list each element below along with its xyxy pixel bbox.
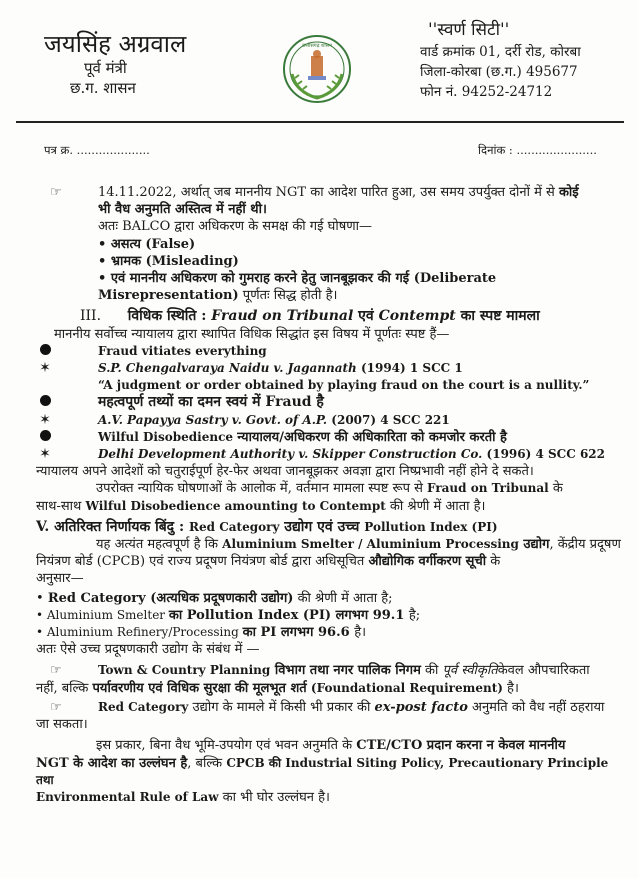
phone-number: फोन नं. 94252-24712: [420, 84, 553, 100]
text: • Aluminium Smelter: [36, 607, 169, 622]
pushpin-icon: ✶: [39, 360, 51, 377]
text: Wilful Disobedience amounting to Contempt: [85, 498, 386, 513]
text: की: [420, 663, 443, 679]
text: 96.6: [313, 625, 355, 641]
text: Fraud on Tribunal: [427, 481, 549, 496]
section-3-heading: [36, 308, 626, 325]
quote: “A judgment or order obtained by playing fraud on the court is a nullity.”: [98, 378, 590, 393]
text: यह अत्यंत महत्वपूर्ण है कि: [96, 537, 223, 553]
pointing-hand-icon: ☞: [50, 185, 62, 200]
text: अतः ऐसे उच्च प्रदूषणकारी उद्योग के संबंध में —: [36, 642, 260, 658]
pushpin-icon: ✶: [39, 446, 51, 463]
text: पूर्व स्वीकृति: [442, 663, 498, 679]
text: •: [36, 590, 48, 606]
text: , बल्कि: [187, 755, 227, 771]
text: नहीं, बल्कि: [36, 680, 93, 696]
text: V. अतिरिक्त निर्णायक बिंदु :: [36, 518, 190, 535]
case-6: [36, 446, 626, 463]
text: Aluminium Smelter / Aluminium Processing: [222, 537, 519, 552]
text: विधिक स्थिति :: [127, 308, 212, 325]
text: न्यायालय/अधिकरण की अधिकारिता को कमजोर करती है: [237, 429, 507, 445]
address-line2: जिला-कोरबा (छ.ग.) 495677: [420, 64, 578, 80]
text: पूर्णतः सिद्ध होती है।: [238, 288, 338, 304]
text: • Aluminium Refinery/Processing: [36, 625, 243, 640]
text: औद्योगिक वर्गीकरण सूची: [368, 554, 487, 570]
point-e1: [36, 662, 626, 696]
address-title: ''स्वर्ण सिटी'': [428, 20, 510, 40]
text: Red Category: [98, 699, 189, 714]
bullet-item: • असत्य (False): [98, 236, 196, 252]
text: • एवं माननीय अधिकरण को गुमराह करने हेतु जानबूझकर की गई: [98, 271, 414, 287]
text: S.P. Chengalvaraya Naidu v. Jagannath: [98, 361, 357, 376]
text: के: [548, 481, 563, 497]
text: पर्यावरणीय एवं विधिक सुरक्षा की मूलभूत शर्त: [92, 680, 307, 696]
text: (Deliberate: [413, 271, 497, 287]
text: CTE/CTO प्रदान करना न केवल माननीय: [356, 738, 566, 754]
text: का भी घोर उल्लंघन है।: [218, 789, 330, 805]
text: की श्रेणी में आता है;: [293, 590, 393, 606]
text: अनुसार—: [36, 571, 84, 587]
case-3: [36, 394, 626, 411]
text: CPCB की Industrial Siting Policy, Precautionary Principle तथा: [36, 755, 609, 787]
text: की श्रेणी में आता है।: [385, 498, 486, 514]
text: नियंत्रण बोर्ड (CPCB) एवं राज्य प्रदूषण नियंत्रण बोर्ड द्वारा अधिसूचित: [36, 554, 369, 570]
text: का स्पष्ट मामला: [455, 308, 540, 325]
text: Pollution Index (PI): [364, 519, 498, 534]
seal-text: छत्तीसगढ़ शासन: [302, 43, 332, 49]
text: Fraud vitiates everything: [98, 343, 267, 358]
text: का PI लगभग: [242, 625, 314, 641]
government-seal-icon: [282, 34, 352, 104]
pointing-hand-icon: ☞: [50, 699, 62, 715]
text: 99.1: [368, 607, 409, 623]
text: (2007) 4 SCC 221: [327, 412, 450, 427]
paragraph: न्यायालय अपने आदेशों को चतुराईपूर्ण हेर-फेर अथवा जानबूझकर अवज्ञा द्वारा निष्प्रभावी नहीं होने दे सकते।: [36, 464, 534, 480]
section-number: III.: [80, 308, 102, 325]
letterhead-left: [44, 30, 244, 98]
text: (1994) 1 SCC 1: [356, 361, 463, 376]
letterhead-govt: छ.ग. शासन: [70, 79, 136, 97]
text: भी वैध अनुमति अस्तित्व में नहीं थी।: [98, 202, 267, 218]
bullet-item: • भ्रामक (Misleading): [98, 253, 239, 269]
text: Contempt: [378, 308, 456, 325]
text: (1996) 4 SCC 622: [482, 447, 605, 462]
text: एवं: [353, 308, 379, 325]
case-5: [36, 429, 626, 446]
text: NGT के आदेश का उल्लंघन है: [36, 755, 188, 771]
text: Town & Country Planning: [98, 663, 271, 678]
letterhead-right: [420, 18, 630, 102]
text: महत्वपूर्ण तथ्यों का दमन स्वयं में Fraud है: [98, 394, 324, 411]
text: है;: [408, 607, 421, 623]
letter-number: पत्र क्र. ....................: [44, 143, 150, 157]
header-divider: [16, 121, 624, 123]
text: (Foundational Requirement): [306, 680, 503, 695]
text: इस प्रकार, बिना वैध भूमि-उपयोग एवं भवन अनुमति के: [96, 738, 357, 754]
bullet-dot-icon: [36, 429, 54, 446]
pointing-hand-icon: ☞: [50, 663, 62, 679]
case-2: [36, 360, 626, 394]
text: केवल औपचारिकता: [497, 663, 590, 679]
letter-body: [36, 184, 626, 806]
text: उपरोक्त न्यायिक घोषणाओं के आलोक में, वर्तमान मामला स्पष्ट रूप से: [96, 481, 428, 497]
case-4: [36, 412, 626, 429]
letter-date: दिनांक : ......................: [478, 143, 597, 157]
text: जा सकता।: [36, 717, 88, 733]
text: उद्योग एवं उच्च: [279, 518, 365, 535]
text: Red Category (अत्यधिक प्रदूषणकारी उद्योग): [47, 590, 294, 606]
section-3-intro: माननीय सर्वोच्च न्यायालय द्वारा स्थापित विधिक सिद्धांत इस विषय में पूर्णतः स्पष्ट हैं—: [54, 326, 450, 342]
text: Misrepresentation): [98, 288, 239, 304]
text: साथ-साथ: [36, 498, 86, 514]
point-e2: [36, 699, 626, 733]
text: है।: [354, 625, 367, 641]
text: Environmental Rule of Law: [36, 789, 219, 804]
text: अनुमति को वैध नहीं ठहराया: [467, 699, 605, 715]
bullet-dot-icon: [36, 343, 54, 360]
text: Wilful Disobedience: [98, 429, 238, 444]
text: ex-post facto: [374, 699, 468, 715]
text: उद्योग: [518, 537, 550, 553]
text: Fraud on Tribunal: [211, 308, 354, 325]
bullet-dot-icon: [36, 394, 54, 411]
text: कोई: [558, 185, 579, 200]
text: विभाग तथा नगर पालिक निगम: [270, 663, 421, 679]
address-line1: वार्ड क्रमांक 01, दर्री रोड, कोरबा: [420, 44, 581, 60]
letterhead-designation: पूर्व मंत्री: [84, 59, 127, 77]
text: अतः BALCO द्वारा अधिकरण के समक्ष की गई घोषणा—: [98, 219, 372, 235]
pushpin-icon: ✶: [39, 411, 51, 428]
text: A.V. Papayya Sastry v. Govt. of A.P.: [98, 412, 328, 427]
text: है।: [502, 680, 519, 696]
text: Red Category: [189, 519, 280, 534]
text: के: [486, 554, 501, 570]
text: Delhi Development Authority v. Skipper Construction Co.: [98, 447, 483, 462]
text: का Pollution Index (PI) लगभग: [168, 607, 369, 623]
section-5-heading: [36, 519, 626, 536]
text: 14.11.2022, अर्थात् जब माननीय NGT का आदेश पारित हुआ, उस समय उपर्युक्त दोनों में से: [98, 185, 559, 200]
letterhead-name: जयसिंह अग्रवाल: [44, 30, 187, 58]
text: उद्योग के मामले में किसी भी प्रकार की: [188, 699, 375, 715]
case-1: [36, 343, 626, 360]
text: , केंद्रीय प्रदूषण: [549, 537, 621, 553]
point-1: [36, 184, 626, 304]
